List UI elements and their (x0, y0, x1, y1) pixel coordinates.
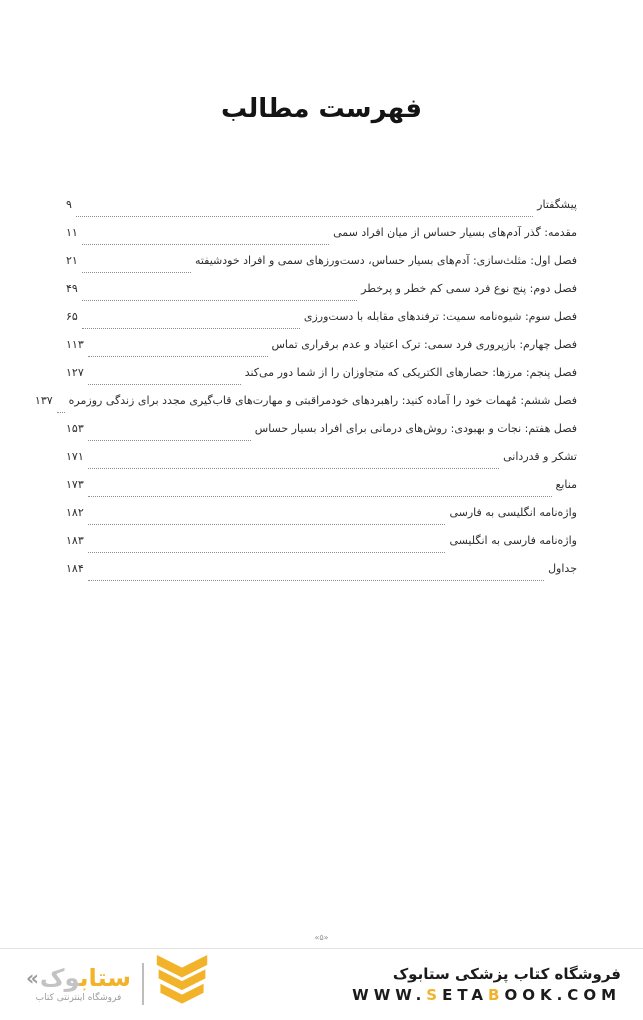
wordmark-gold-part: ستاب (79, 964, 131, 993)
toc-entry-page: ۱۱ (66, 226, 78, 239)
toc-entry-title: جداول (548, 562, 577, 575)
url-rest: OOK.COM (504, 985, 621, 1004)
dot-leader (88, 524, 446, 525)
url-eta: ETA (442, 985, 489, 1004)
footer (0, 954, 643, 1020)
logo-wordmark (26, 965, 131, 991)
toc-list (34, 198, 577, 590)
toc-entry-title: فصل هفتم: نجات و بهبودی: روش‌های درمانی برای افراد بسیار حساس (254, 422, 577, 435)
dot-leader (88, 496, 552, 497)
logo-divider (142, 963, 144, 1005)
footer-separator-line (0, 948, 643, 949)
toc-entry (66, 366, 577, 394)
logo-tagline: فروشگاه اینترنتی کتاب (35, 992, 122, 1003)
dot-leader (88, 384, 241, 385)
toc-entry-page: ۹ (66, 198, 72, 211)
logo-wordmark-text (40, 965, 131, 991)
setabook-logo (26, 953, 209, 1015)
website-url (352, 986, 621, 1004)
dot-leader (88, 580, 544, 581)
toc-entry-title: واژه‌نامه فارسی به انگلیسی (449, 534, 577, 547)
chevrons-emblem-icon (155, 953, 209, 1015)
toc-entry (66, 506, 577, 534)
dot-leader (82, 300, 357, 301)
url-s-gold: S (426, 985, 443, 1004)
toc-entry (66, 478, 577, 506)
toc-entry-page: ۱۱۳ (66, 338, 84, 351)
toc-entry (66, 310, 577, 338)
logo-wordmark-block (26, 965, 131, 1002)
guillemet-icon: « (26, 966, 39, 991)
dot-leader (88, 468, 499, 469)
toc-entry-page: ۱۳۷ (34, 394, 53, 407)
footer-store-block (352, 965, 621, 1004)
toc-entry-title: فصل چهارم: بازپروری فرد سمی: ترک اعتیاد و عدم برقراری تماس (271, 338, 577, 351)
toc-entry-title: فصل ششم: مُهمات خود را آماده کنید: راهبردهای خودمراقبتی و مهارت‌های قاب‌گیری مجدد برای زندگی روزمره (68, 394, 577, 407)
toc-entry (66, 198, 577, 226)
url-www: WWW. (352, 985, 427, 1004)
dot-leader (88, 356, 268, 357)
toc-entry (66, 534, 577, 562)
toc-entry-page: ۱۸۲ (66, 506, 84, 519)
toc-entry-page: ۱۸۳ (66, 534, 84, 547)
dot-leader (88, 552, 446, 553)
page-title: فهرست مطالب (221, 94, 422, 124)
dot-leader (82, 244, 329, 245)
toc-entry-title: فصل سوم: شیوه‌نامه سمیت: ترفندهای مقابله با دست‌ورزی (303, 310, 577, 323)
dot-leader (88, 440, 251, 441)
toc-entry-title: فصل پنجم: مرزها: حصارهای الکتریکی که متجاوزان را از شما دور می‌کند (244, 366, 577, 379)
toc-entry-page: ۱۷۳ (66, 478, 84, 491)
toc-entry (34, 394, 577, 422)
toc-entry (66, 450, 577, 478)
toc-entry (66, 422, 577, 450)
dot-leader (57, 412, 65, 413)
page-ornament: «۵» (314, 933, 329, 942)
toc-entry-page: ۲۱ (66, 254, 78, 267)
toc-entry-title: مقدمه: گذر آدم‌های بسیار حساس از میان افراد سمی (333, 226, 577, 239)
toc-entry (66, 338, 577, 366)
toc-entry-title: تشکر و قدردانی (503, 450, 577, 463)
toc-entry-title: منابع (555, 478, 577, 491)
toc-entry-page: ۱۸۴ (66, 562, 84, 575)
url-b-gold: B (488, 985, 505, 1004)
toc-entry-page: ۶۵ (66, 310, 78, 323)
toc-entry-page: ۱۵۳ (66, 422, 84, 435)
toc-entry-title: واژه‌نامه انگلیسی به فارسی (449, 506, 577, 519)
toc-entry (66, 282, 577, 310)
toc-entry-page: ۴۹ (66, 282, 78, 295)
toc-entry (66, 562, 577, 590)
toc-entry-page: ۱۷۱ (66, 450, 84, 463)
wordmark-gray-part: وک (39, 964, 80, 993)
dot-leader (76, 216, 533, 217)
toc-entry-title: پیشگفتار (537, 198, 577, 211)
toc-entry-title: فصل دوم: پنج نوع فرد سمی کم خطر و پرخطر (361, 282, 577, 295)
toc-entry-title: فصل اول: مثلث‌سازی: آدم‌های بسیار حساس، دست‌ورزهای سمی و افراد خودشیفته (194, 254, 577, 267)
dot-leader (82, 272, 191, 273)
toc-entry (66, 254, 577, 282)
toc-entry-page: ۱۲۷ (66, 366, 84, 379)
store-name: فروشگاه کتاب پزشکی ستابوک (392, 964, 621, 983)
toc-entry (66, 226, 577, 254)
dot-leader (82, 328, 300, 329)
